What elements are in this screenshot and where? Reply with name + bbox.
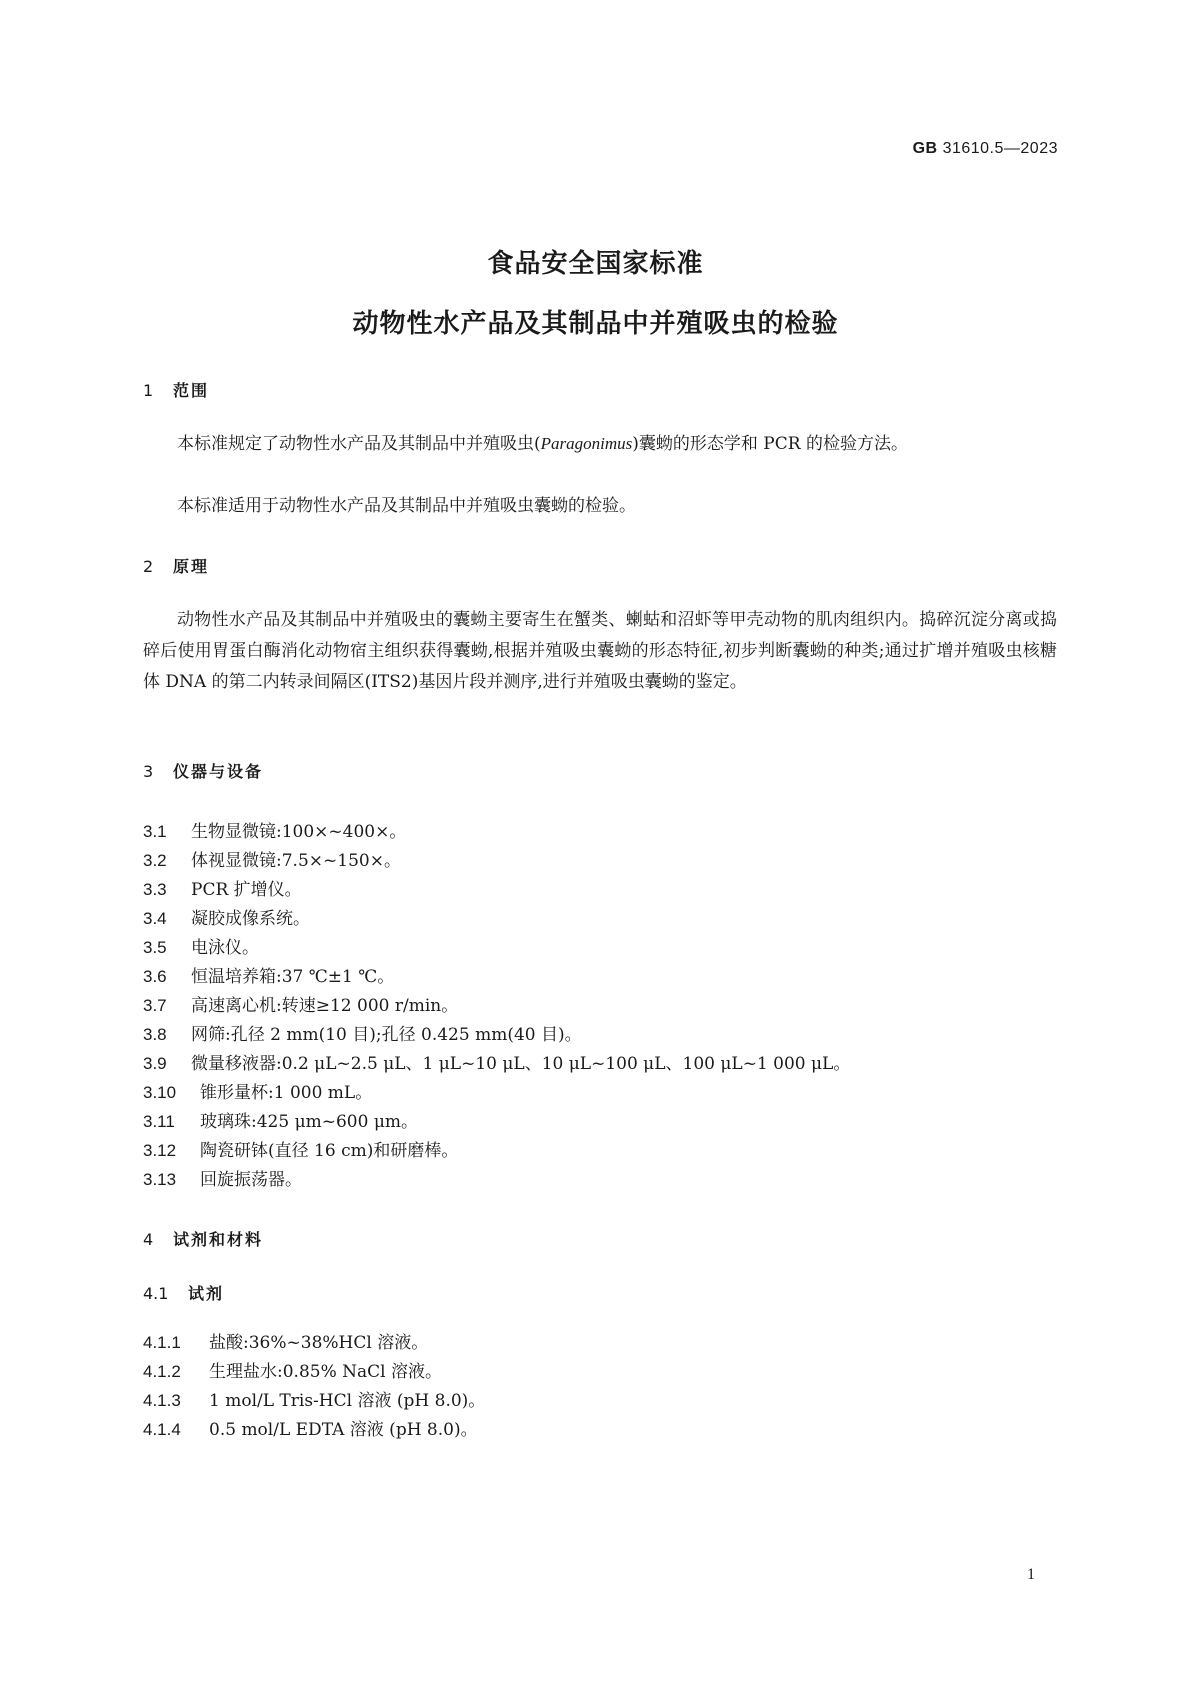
section-title: 试剂和材料 [173,1230,264,1249]
list-item: 4.1.3 1 mol/L Tris-HCl 溶液 (pH 8.0)。 [143,1391,486,1411]
list-item: 4.1.1 盐酸:36%~38%HCl 溶液。 [143,1333,429,1353]
list-item: 3.1 生物显微镜:100×~400×。 [143,822,407,842]
section-4-heading [143,1227,263,1250]
section-number: 1 [143,381,154,400]
list-item: 3.9 微量移液器:0.2 μL~2.5 μL、1 μL~10 μL、10 μL~100 μL、100 μL~1 000 μL。 [143,1054,851,1074]
document-title-line2: 动物性水产品及其制品中并殖吸虫的检验 [352,309,839,339]
list-item: 4.1.2 生理盐水:0.85% NaCl 溶液。 [143,1362,442,1382]
list-item: 3.5 电泳仪。 [143,938,259,958]
section-2-heading [143,554,209,577]
list-item: 4.1.4 0.5 mol/L EDTA 溶液 (pH 8.0)。 [143,1420,478,1440]
scope-paragraph-2: 本标准适用于动物性水产品及其制品中并殖吸虫囊蚴的检验。 [177,496,636,516]
list-item: 3.7 高速离心机:转速≥12 000 r/min。 [143,996,459,1016]
list-item: 3.6 恒温培养箱:37 ℃±1 ℃。 [143,967,395,987]
section-3-heading [143,759,263,782]
section-number: 4 [143,1230,154,1249]
scope-paragraph-1: 本标准规定了动物性水产品及其制品中并殖吸虫(Paragonimus)囊蚴的形态学和 PCR 的检验方法。 [177,434,908,454]
principle-paragraph: 动物性水产品及其制品中并殖吸虫的囊蚴主要寄生在蟹类、蝲蛄和沼虾等甲壳动物的肌肉组织内。捣碎沉淀分离或捣碎后使用胃蛋白酶消化动物宿主组织获得囊蚴,根据并殖吸虫囊蚴的形态特征,初步判断囊蚴的种类;通过扩增并殖吸虫核糖体 DNA 的第二内转录间隔区(ITS2)基因片段并测序,进行并殖吸虫囊蚴的鉴定。 [143,610,1057,692]
list-item: 3.10 锥形量杯:1 000 mL。 [143,1083,373,1103]
standard-number: 31610.5—2023 [942,140,1058,157]
section-title: 范围 [173,381,210,400]
section-number: 3 [143,762,154,781]
list-item: 3.13 回旋振荡器。 [143,1170,302,1190]
list-item: 3.8 网筛:孔径 2 mm(10 目);孔径 0.425 mm(40 目)。 [143,1025,582,1045]
list-item: 3.4 凝胶成像系统。 [143,909,310,929]
genus-name: Paragonimus [540,434,633,453]
section-title: 仪器与设备 [173,762,264,781]
page-number: 1 [1027,1566,1035,1583]
standard-prefix: GB [912,140,938,157]
subsection-4-1-heading [143,1281,224,1304]
subsection-number: 4.1 [143,1284,169,1303]
list-item: 3.2 体视显微镜:7.5×~150×。 [143,851,401,871]
standard-code [913,140,1058,158]
subsection-title: 试剂 [188,1284,225,1303]
section-title: 原理 [173,557,210,576]
list-item: 3.11 玻璃珠:425 μm~600 μm。 [143,1112,419,1132]
section-number: 2 [143,557,154,576]
list-item: 3.12 陶瓷研钵(直径 16 cm)和研磨棒。 [143,1141,459,1161]
section-1-heading [143,378,209,401]
list-item: 3.3 PCR 扩增仪。 [143,880,302,900]
document-title-line1: 食品安全国家标准 [487,249,704,279]
